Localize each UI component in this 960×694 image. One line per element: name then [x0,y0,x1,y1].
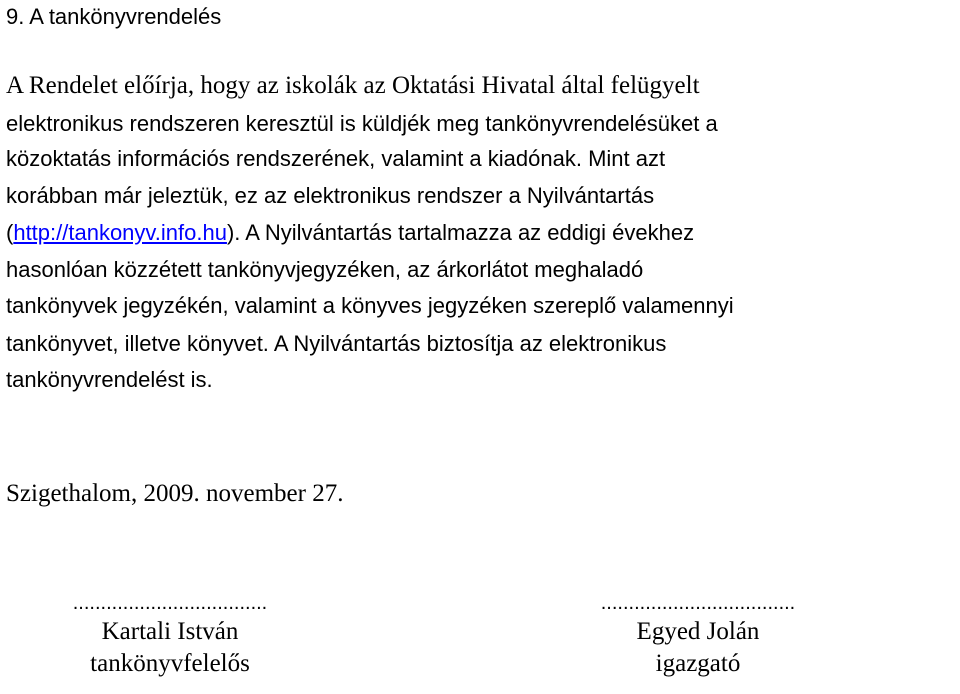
paragraph-line: tankönyvrendelést is. [6,367,213,392]
paragraph-line: közoktatás információs rendszerének, valamint a kiadónak. Mint azt [6,146,666,171]
paragraph-line: hasonlóan közzétett tankönyvjegyzéken, az árkorlátot meghaladó [6,257,644,282]
paragraph-line: tankönyvet, illetve könyvet. A Nyilvántartás biztosítja az elektronikus [6,331,667,356]
signature-line: ................................... [600,592,796,614]
paragraph-line: tankönyvek jegyzékén, valamint a könyves jegyzéken szereplő valamennyi [6,293,734,318]
paragraph-line [6,218,694,248]
section-heading: 9. A tankönyvrendelés [6,4,222,29]
signer-name: Egyed Jolán [636,618,760,645]
signature-block-right [538,590,858,680]
signature-line: ................................... [72,592,268,614]
paragraph-line: korábban már jeleztük, ez az elektronikus rendszer a Nyilvántartás [6,183,655,208]
signer-role: tankönyvfelelős [90,650,250,677]
signer-role: igazgató [655,650,741,677]
paragraph-line: A Rendelet előírja, hogy az iskolák az Oktatási Hivatal által felügyelt [6,72,700,99]
paren-open: ( [6,220,14,245]
nyilvantartas-link[interactable]: http://tankonyv.info.hu [13,220,227,245]
place-date: Szigethalom, 2009. november 27. [6,480,344,507]
paragraph-text: ). A Nyilvántartás tartalmazza az eddigi évekhez [226,220,695,245]
signature-block-left [10,590,330,680]
paragraph-line: elektronikus rendszeren keresztül is küldjék meg tankönyvrendelésüket a [6,111,718,136]
signer-name: Kartali István [101,618,239,645]
